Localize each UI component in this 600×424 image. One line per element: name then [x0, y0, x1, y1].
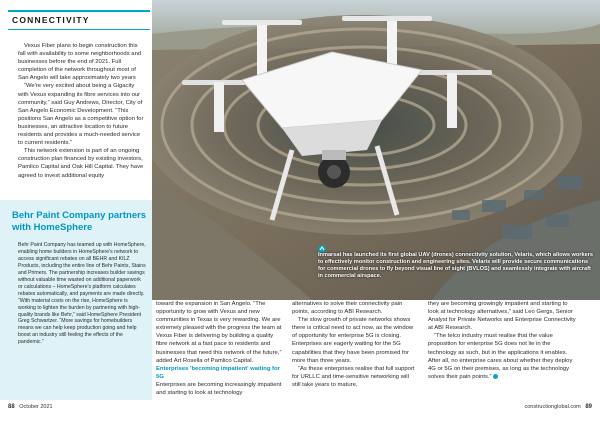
- column-paragraph: alternatives to solve their connectivity pain points, according to ABI Research.: [292, 301, 403, 316]
- intro-text: [18, 42, 144, 180]
- column-paragraph-text: “The telco industry must realise that the value proposition for enterprise 5G does not lie in the technology as such, but in the applications it enables. After all, no enterprise cares about whether they deploy 4G or 5G on their premises, as long as the technology solves their pain points.”: [428, 333, 573, 380]
- column-paragraph: The slow growth of private networks shows there is critical need to act now, as the window of opportunity for enterprise 5G is closing. Enterprises are eagerly waiting for the 5G capabilities that they have been promised for more than three years.: [292, 317, 414, 364]
- column-paragraph: toward the expansion in San Angelo. “The opportunity to grow with Vexus and new communities in Texas is very rewarding. We are extremely pleased with the progress the team at Vexus Fiber is delivering by building a quality fibre network at a fast pace to residents and businesses that need this network of the future,” added Art Rosella of Pamlico Capital.: [156, 301, 282, 364]
- column-1: [156, 300, 282, 397]
- sidebar-body: Behr Paint Company has teamed up with HomeSphere, enabling home builders in HomeSphere's network to access significant rebates on all BEHR and KILZ Products, including the entire line of Behr Paints, Stains and Primers. The partnership increases builder savings without valuable time wasted on additional paperwork or calculations – HomeSphere's platform calculates rebates automatically, and payments are made directly. “With material costs on the rise, HomeSphere is working to lighten the burden by partnering with high-quality brands like Behr,” said HomeSphere President Greg Schwartzer. “More savings for homebuilders means we can help keep production going and help boost an industry still feeling the effects of the pandemic.”: [18, 242, 146, 346]
- sidebar-box: [0, 200, 152, 400]
- column-3: [428, 300, 578, 381]
- intro-paragraph: This network extension is part of an ongoing construction plan financed by existing investors, Pamlico Capital and Oak Hill Capital. They have agreed to invest additional equity: [18, 148, 144, 179]
- photo-caption: Inmarsat has launched its first global UAV (drones) connectivity solution, Velaris, which allows workers to effectively monitor construction and engineering sites. Velaris will provide secure communications for commercial drones to fly beyond visual line of sight (BVLOS) and seamlessly integrate with aircraft in commercial airspace.: [318, 252, 593, 279]
- issue-date: October 2021: [19, 404, 53, 410]
- footer-left: [8, 404, 53, 410]
- column-paragraph: “As these enterprises realise that full support for URLLC and time-sensitive networking will still take years to mature,: [292, 365, 415, 388]
- end-mark-icon: [493, 374, 498, 379]
- intro-paragraph: “We're very excited about being a Gigacity with Vexus expanding its fibre services into our community,” said Guy Andrews, Director, City of San Angelo Economic Development. “This positions San Angelo as a competitive option for businesses, an attractive location to future residents and provides a much-needed service to current residents.”: [18, 83, 144, 147]
- site-url: constructionglobal.com: [524, 404, 581, 410]
- sidebar-title: Behr Paint Company partners with HomeSphere: [12, 210, 147, 233]
- column-paragraph: [428, 332, 578, 381]
- page-number-left: 88: [8, 404, 15, 410]
- article-subhead: Enterprises 'becoming impatient' waiting for 5G: [156, 365, 280, 380]
- section-tag: [8, 10, 150, 30]
- column-2: [292, 300, 418, 389]
- inmarsat-bullet-icon: [318, 240, 326, 248]
- page-number-right: 89: [585, 404, 592, 410]
- column-paragraph: Enterprises are becoming increasingly impatient and starting to look at technology: [156, 381, 282, 397]
- column-paragraph: they are becoming growingly impatient and starting to look at technology alternatives,” said Leo Gergs, Senior Analyst for Private Networks and Enterprise Connectivity at ABI Research.: [428, 301, 576, 332]
- intro-paragraph: Vexus Fiber plans to begin construction this fall with availability to some neighborhoods and businesses before the end of 2021. Full completion of the network throughout most of San Angelo will take approximately two years: [18, 43, 142, 82]
- section-label: CONNECTIVITY: [12, 15, 90, 25]
- footer-right: [524, 404, 592, 410]
